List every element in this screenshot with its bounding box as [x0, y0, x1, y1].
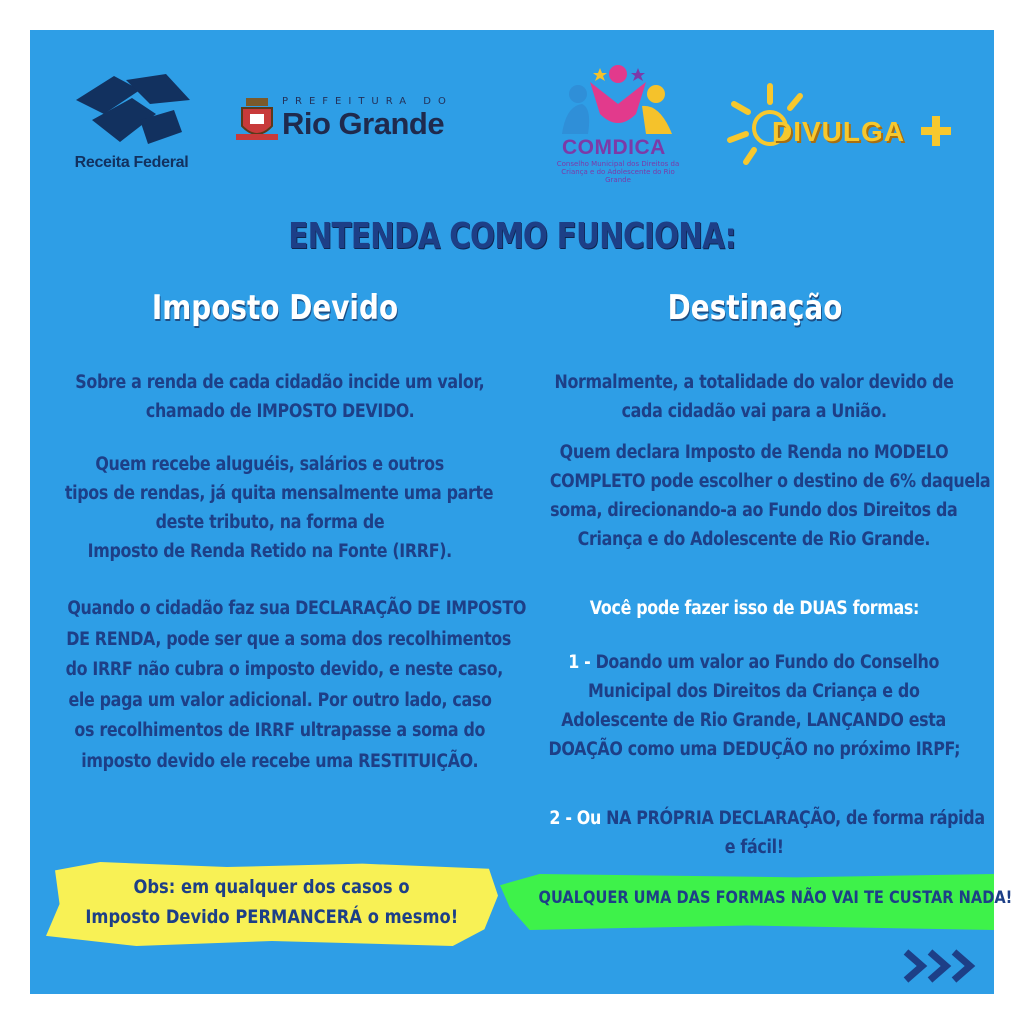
comdica-name: COMDICA [562, 136, 666, 159]
text-line: DOAÇÃO como uma DEDUÇÃO no próximo IRPF; [548, 739, 960, 760]
text-line: imposto devido ele recebe uma RESTITUIÇÃO. [81, 750, 479, 772]
text-line: chamado de IMPOSTO DEVIDO. [145, 401, 415, 422]
text-line: cada cidadão vai para a União. [621, 401, 887, 422]
logo-bar [0, 0, 1024, 200]
text-line: tipos de rendas, já quita mensalmente uma parte [64, 483, 494, 504]
text-line: Imposto de Renda Retido na Fonte (IRRF). [87, 541, 453, 562]
text-line: ele paga um valor adicional. Por outro lado, caso [68, 689, 492, 711]
text-line: DE RENDA, pode ser que a soma dos recolhimentos [66, 628, 512, 650]
comdica-figures-icon [556, 64, 680, 138]
option-1-number: 1 - [568, 652, 591, 673]
divulga-label: DIVULGA [772, 116, 905, 147]
text-line [549, 804, 984, 833]
option-2-text: NA PRÓPRIA DECLARAÇÃO, de forma rápida [600, 808, 985, 829]
option-2 [514, 804, 994, 862]
chevron-right-icon[interactable] [900, 946, 984, 986]
text-line: Normalmente, a totalidade do valor devido de [554, 372, 954, 393]
coat-of-arms-icon [236, 96, 278, 144]
text-line: Quando o cidadão faz sua DECLARAÇÃO DE IMPOSTO [67, 598, 527, 619]
green-note [500, 888, 1013, 908]
comdica-subtitle: Conselho Municipal dos Direitos da Criança e do Adolescente do Rio Grande [556, 160, 680, 184]
obs-note [46, 872, 498, 932]
comdica-logo [556, 64, 686, 184]
text-line: QUALQUER UMA DAS FORMAS NÃO VAI TE CUSTAR NADA! [538, 888, 1013, 908]
text-line: Quem recebe aluguéis, salários e outros [95, 454, 445, 475]
receita-federal-logo [64, 70, 199, 185]
left-paragraph-3 [30, 594, 530, 777]
divulga-logo [724, 78, 964, 168]
text-line: COMPLETO pode escolher o destino de 6% daquela [549, 471, 991, 492]
text-line: Quem declara Imposto de Renda no MODELO [559, 442, 949, 463]
text-line: Obs: em qualquer dos casos o [133, 876, 411, 898]
rio-grande-label: Rio Grande [282, 106, 445, 141]
text-line [569, 648, 940, 677]
text-line: do IRRF não cubra o imposto devido, e neste caso, [65, 659, 503, 680]
right-paragraph-1 [514, 368, 994, 426]
text-line: Imposto Devido PERMANCERÁ o mesmo! [85, 906, 459, 928]
option-1 [514, 648, 994, 764]
text-line: soma, direcionando-a ao Fundo dos Direitos da [550, 500, 958, 521]
right-paragraph-3 [514, 594, 994, 623]
option-2-number: 2 - Ou [549, 808, 601, 829]
right-paragraph-2 [514, 438, 994, 554]
text-line: os recolhimentos de IRRF ultrapasse a soma do [74, 720, 486, 741]
option-1-text: Doando um valor ao Fundo do Conselho [590, 652, 940, 673]
prefeitura-small-label: PREFEITURA DO [282, 96, 453, 107]
text-line: Municipal dos Direitos da Criança e do [588, 681, 920, 702]
text-line: Sobre a renda de cada cidadão incide um valor, [75, 372, 485, 393]
imposto-devido-heading: Imposto Devido [151, 288, 399, 328]
text-line: Criança e do Adolescente de Rio Grande. [577, 529, 931, 550]
receita-federal-label: Receita Federal [74, 154, 189, 171]
receita-federal-icon [70, 70, 194, 148]
text-line: Você pode fazer isso de DUAS formas: [589, 598, 919, 619]
left-paragraph-2 [30, 450, 510, 566]
text-line: deste tributo, na forma de [155, 512, 385, 533]
prefeitura-rio-grande-logo [234, 92, 504, 152]
text-line: Adolescente de Rio Grande, LANÇANDO esta [561, 710, 947, 731]
destinacao-heading: Destinação [667, 288, 843, 328]
left-paragraph-1 [40, 368, 520, 426]
text-line: e fácil! [724, 837, 784, 858]
main-title: ENTENDA COMO FUNCIONA: [288, 216, 736, 257]
